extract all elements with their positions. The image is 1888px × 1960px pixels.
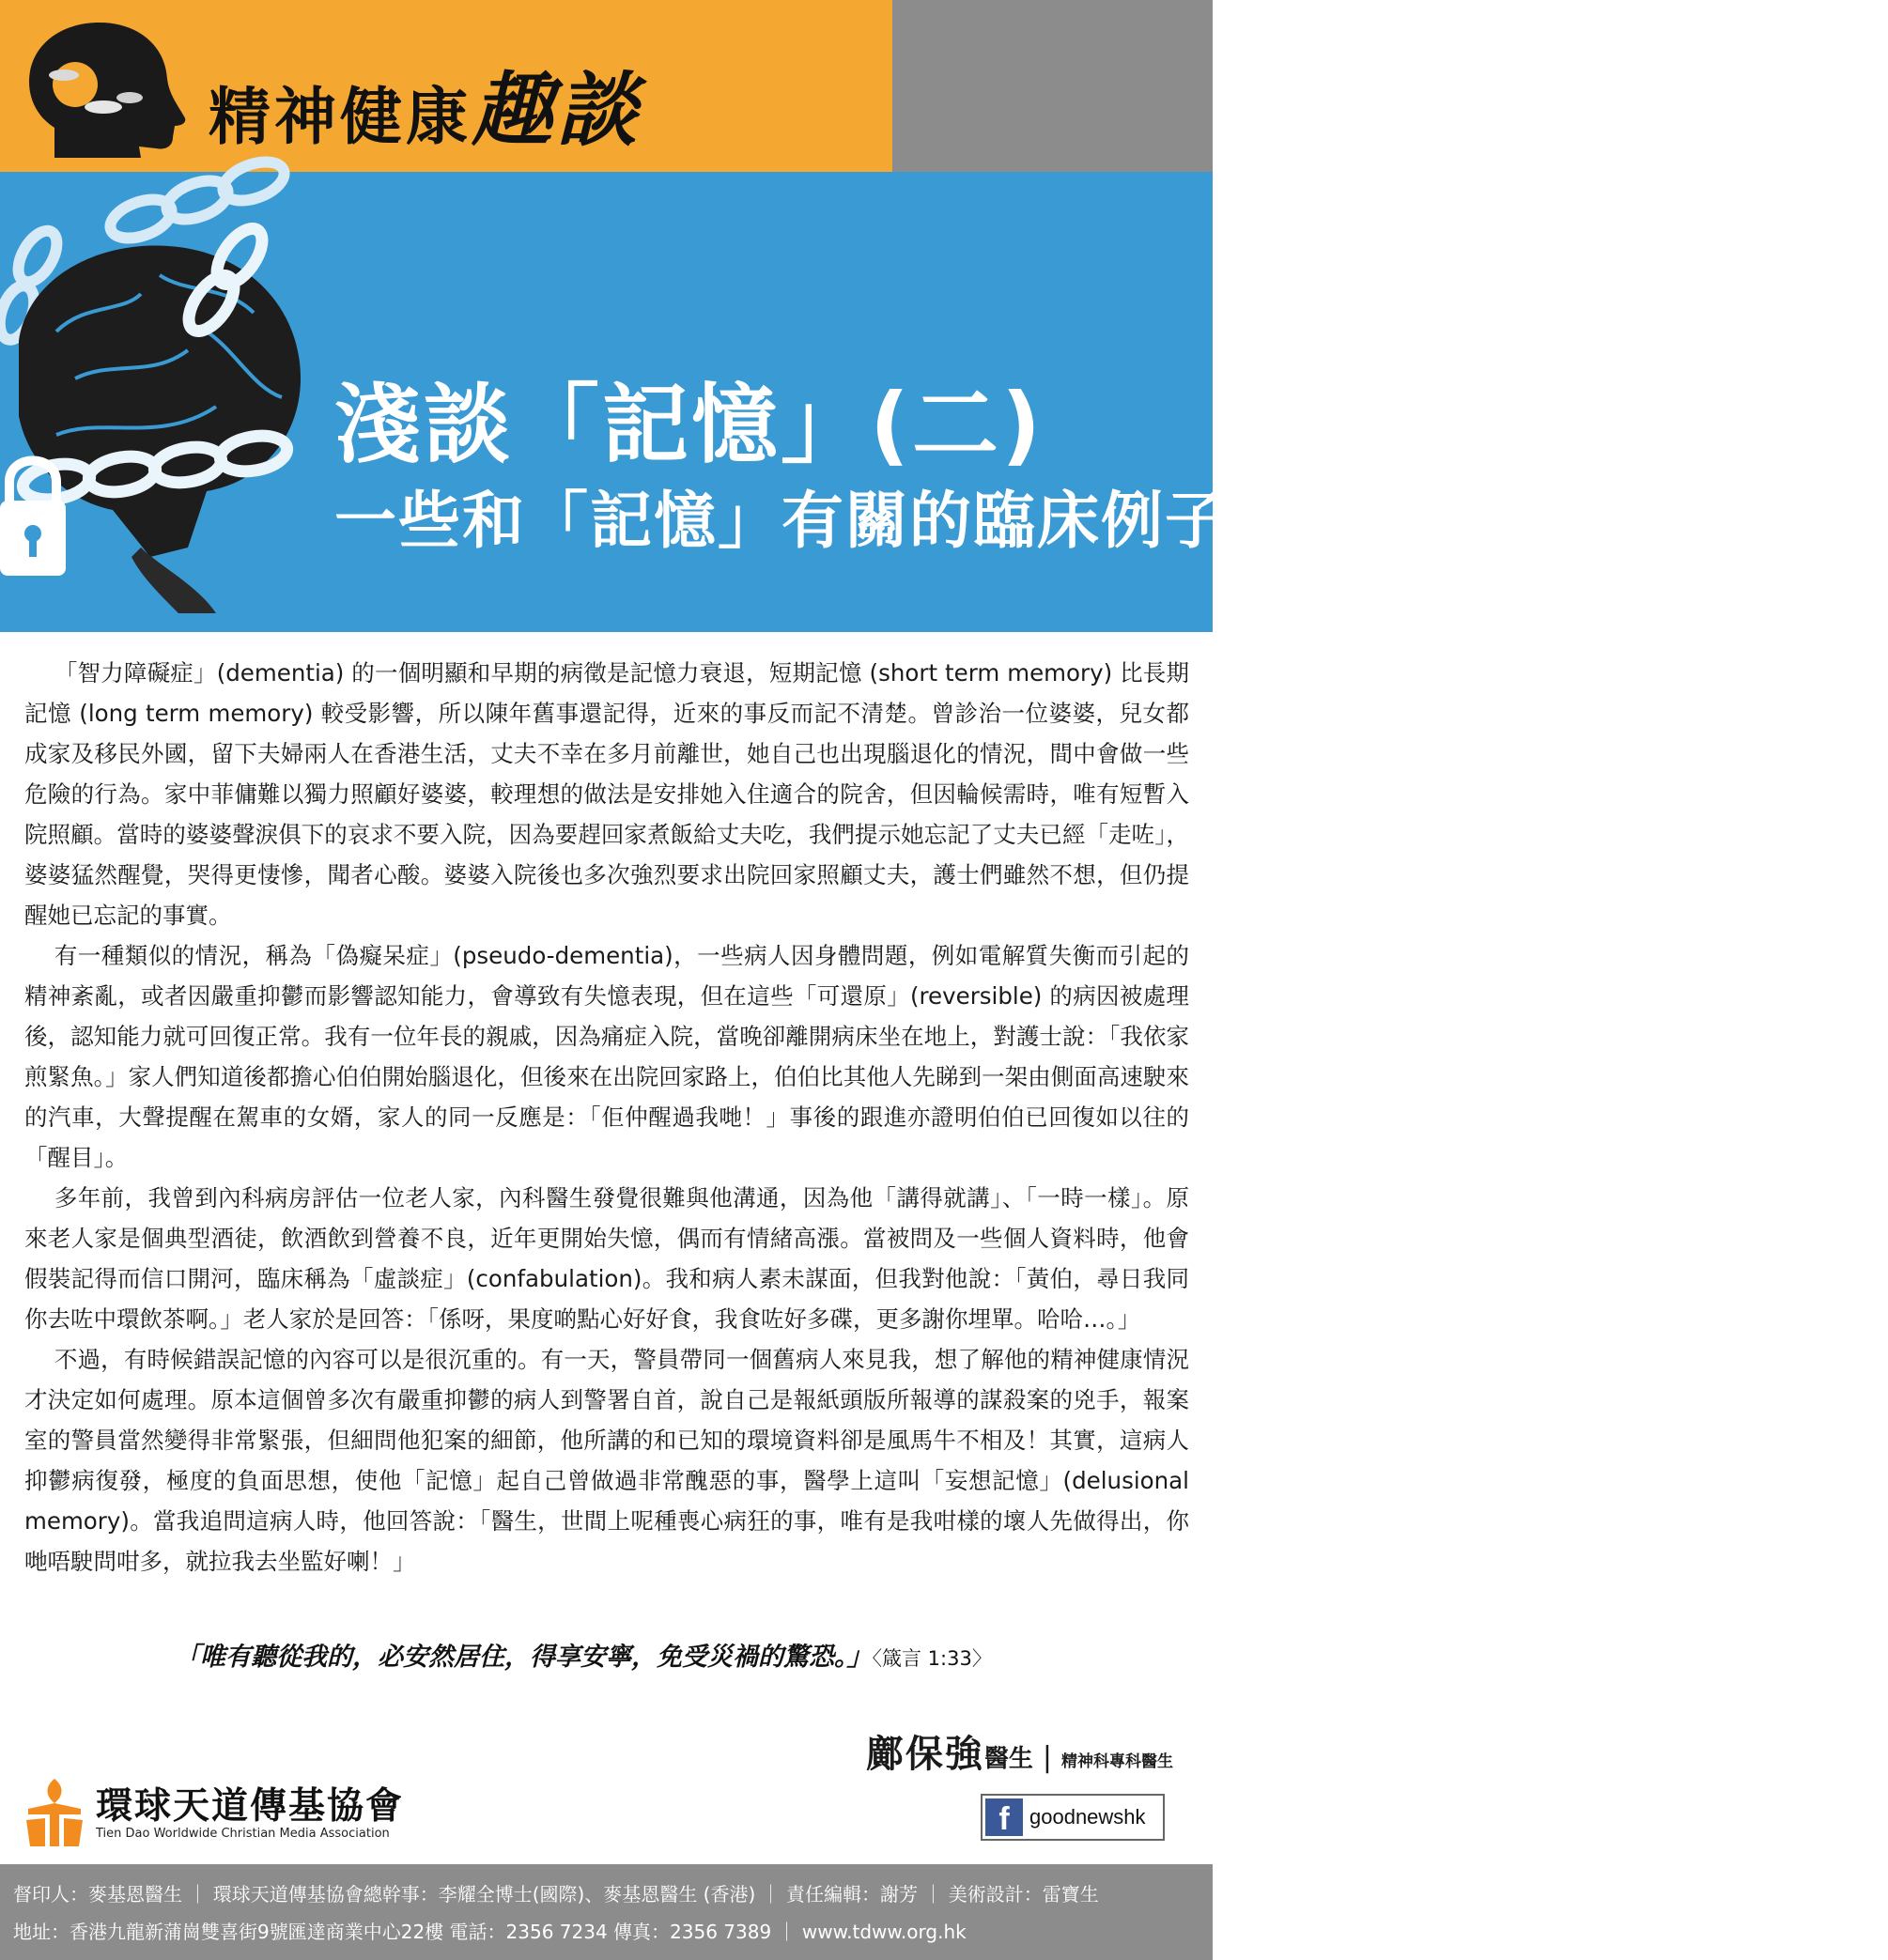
head-silhouette-icon (17, 17, 195, 167)
author-separator: | (1042, 1741, 1052, 1774)
column-title-emphasis: 趣談 (472, 64, 641, 158)
author-byline (866, 1724, 1173, 1778)
paragraph-4: 不過，有時候錯誤記憶的內容可以是很沉重的。有一天，警員帶同一個舊病人來見我，想了解他的精神健康情況才決定如何處理。原本這個曾多次有嚴重抑鬱的病人到警署自首，說自己是報紙頭版所報導的謀殺案的兇手，報案室的警員當然變得非常緊張，但細問他犯案的細節，他所講的和已知的環境資料卻是風馬牛不相及！其實，這病人抑鬱病復發，極度的負面思想，使他「記憶」起自己曾做過非常醜惡的事，醫學上這叫「妄想記憶」(delusional memory)。當我追問這病人時，他回答說：「醫生，世間上呢種喪心病狂的事，唯有是我咁樣的壞人先做得出，你哋唔駛問咁多，就拉我去坐監好喇！」 (24, 1346, 1189, 1575)
author-role: 精神科專科醫生 (1061, 1752, 1173, 1771)
footer-credits: 督印人：麥基恩醫生 ｜ 環球天道傳基協會總幹事：李耀全博士(國際)、麥基恩醫生 (香港) ｜ 責任編輯：謝芳 ｜ 美術設計：雷寶生 (13, 1883, 1099, 1906)
column-title (209, 45, 641, 162)
column-header (0, 0, 1888, 378)
quote-text: 「唯有聽從我的，必安然居住，得享安寧，免受災禍的驚恐。」 (175, 1643, 873, 1672)
paragraph-2: 有一種類似的情況，稱為「偽癡呆症」(pseudo-dementia)，一些病人因身體問題，例如電解質失衡而引起的精神紊亂，或者因嚴重抑鬱而影響認知能力，會導致有失憶表現，但在這些「可還原」(reversible) 的病因被處理後，認知能力就可回復正常。我有一位年長的親戚，因為痛症入院，當晚卻離開病床坐在地上，對護士說：「我依家煎緊魚。」家人們知道後都擔心伯伯開始腦退化，但後來在出院回家路上，伯伯比其他人先睇到一架由側面高速駛來的汽車，大聲提醒在駕車的女婿，家人的同一反應是：「佢仲醒過我哋！」事後的跟進亦證明伯伯已回復如以往的「醒目」。 (24, 942, 1189, 1171)
tdww-logo-icon (21, 1775, 88, 1848)
scripture-quote (175, 1636, 1189, 1673)
footer-contact: 地址：香港九龍新蒲崗雙喜街9號匯達商業中心22樓 電話：2356 7234 傳真：2356 7389 ｜ www.tdww.org.hk (13, 1921, 967, 1943)
article-body (24, 653, 1189, 1582)
author-name: 鄺保強 (865, 1733, 984, 1776)
page-footer (0, 1864, 1213, 1960)
author-title: 醫生 (983, 1745, 1033, 1773)
paragraph-3: 多年前，我曾到內科病房評估一位老人家，內科醫生發覺很難與他溝通，因為他「講得就講」、「一時一樣」。原來老人家是個典型酒徒，飲酒飲到營養不良，近年更開始失憶，偶而有情緒高漲。當被問及一些個人資料時，他會假裝記得而信口開河，臨床稱為「虛談症」(confabulation)。我和病人素未謀面，但我對他說：「黃伯，尋日我同你去咗中環飲茶啊。」老人家於是回答：「係呀，果度啲點心好好食，我食咗好多碟，更多謝你埋單。哈哈…。」 (24, 1184, 1189, 1333)
article-subtitle: 一些和「記憶」有關的臨床例子 (334, 485, 1229, 557)
brand-panel (892, 0, 1888, 378)
facebook-icon: f (985, 1798, 1023, 1836)
article-banner (0, 172, 1229, 632)
brand-logo: 談天說道 (1822, 50, 1888, 378)
facebook-link[interactable] (981, 1794, 1165, 1841)
organization-logo (21, 1775, 415, 1850)
column-header-bar (0, 0, 892, 172)
facebook-handle: goodnewshk (1029, 1805, 1146, 1829)
organization-name: 環球天道傳基協會 (96, 1785, 405, 1828)
quote-reference: 〈箴言 1:33〉 (872, 1647, 992, 1670)
paragraph-1: 「智力障礙症」(dementia) 的一個明顯和早期的病徵是記憶力衰退，短期記憶 (short term memory) 比長期記憶 (long term memory) 較受影響，所以陳年舊事還記得，近來的事反而記不清楚。曾診治一位婆婆，兒女都成家及移民外國，留下夫婦兩人在香港生活，丈夫不幸在多月前離世，她自己也出現腦退化的情況，間中會做一些危險的行為。家中菲傭難以獨力照顧好婆婆，較理想的做法是安排她入住適合的院舍，但因輪候需時，唯有短暫入院照顧。當時的婆婆聲淚俱下的哀求不要入院，因為要趕回家煮飯給丈夫吃，我們提示她忘記了丈夫已經「走咗」，婆婆猛然醒覺，哭得更悽慘，聞者心酸。婆婆入院後也多次強烈要求出院回家照顧丈夫，護士們雖然不想，但仍提醒她已忘記的事實。 (24, 659, 1189, 929)
organization-name-english: Tien Dao Worldwide Christian Media Association (96, 1827, 390, 1841)
column-title-main: 精神健康 (209, 81, 472, 153)
article-title: 淺談「記憶」(二) (334, 375, 1045, 475)
